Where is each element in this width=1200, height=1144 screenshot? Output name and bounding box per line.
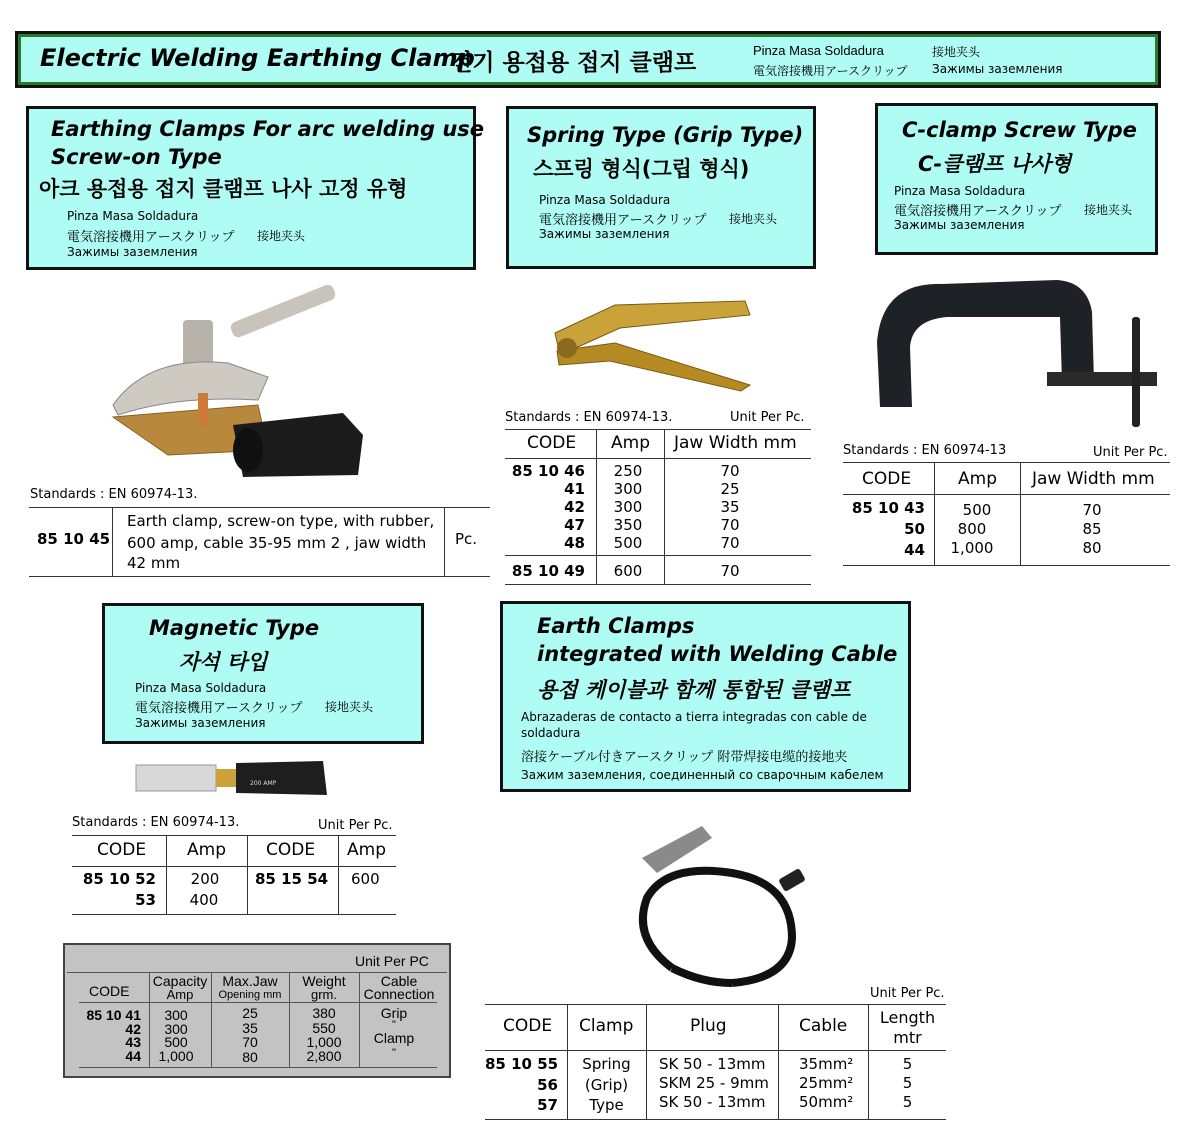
- integrated-col-plug: Plug: [690, 1016, 727, 1036]
- cclamp-code-cell: 44: [904, 541, 925, 559]
- screw-title-2: Screw-on Type: [51, 145, 222, 169]
- spring-table-rule: [505, 429, 811, 430]
- integrated-plug-cell: SK 50 - 13mm: [659, 1055, 766, 1073]
- gray-connection-cell: Clamp: [373, 1030, 415, 1046]
- spring-code-cell: 48: [564, 534, 585, 552]
- spring-code-cell: 42: [564, 498, 585, 516]
- gray-jaw-cell: 80: [242, 1049, 258, 1065]
- magnetic-table-rule: [72, 866, 396, 867]
- cclamp-col-code: CODE: [862, 469, 912, 489]
- gray-code-cell: 85 10 41: [86, 1007, 141, 1023]
- magnetic-title-ko: 자석 타입: [179, 650, 268, 674]
- integrated-ru: Зажим заземления, соединенный со сварочным кабелем: [521, 768, 884, 782]
- screw-title-1: Earthing Clamps For arc welding use: [51, 117, 485, 141]
- spring-amp-cell: 350: [613, 516, 643, 534]
- spring-amp-cell: 300: [613, 498, 643, 516]
- spring-unit: Unit Per Pc.: [730, 410, 805, 425]
- screw-ja: 電気溶接機用アースクリップ: [67, 230, 235, 245]
- integrated-es-2: soldadura: [521, 726, 581, 740]
- magnetic-zh: 接地夹头: [325, 700, 374, 714]
- magnetic-clamp-image: [133, 757, 329, 799]
- magnetic-unit: Unit Per Pc.: [318, 818, 393, 833]
- spring-table-divider: [664, 429, 665, 585]
- integrated-type-box: [500, 601, 911, 792]
- magnetic-code-cell: 85 10 52: [82, 870, 156, 888]
- integrated-code-cell: 57: [537, 1096, 558, 1114]
- gray-col-weight: Weight: [302, 973, 346, 989]
- cclamp-amp-cell: 500: [962, 501, 992, 519]
- cclamp-ru: Зажимы заземления: [894, 218, 1025, 232]
- integrated-es-1: Abrazaderas de contacto a tierra integradas con cable de: [521, 710, 867, 724]
- cclamp-table-rule: [843, 462, 1170, 463]
- screw-desc-3: 42 mm: [127, 554, 181, 572]
- cclamp-table-divider: [1020, 462, 1021, 566]
- header-title-ko: 전기 용접용 접지 클램프: [450, 50, 697, 76]
- cclamp-col-amp: Amp: [958, 469, 997, 489]
- gray-weight-cell: 2,800: [306, 1048, 342, 1064]
- cclamp-table-rule: [843, 494, 1170, 495]
- integrated-plug-cell: SKM 25 - 9mm: [659, 1074, 769, 1092]
- integrated-table-rule: [485, 1004, 946, 1005]
- gray-spec-table: [63, 943, 451, 1078]
- cclamp-amp-cell: 800: [957, 520, 987, 538]
- magnetic-amp-cell: 200: [190, 870, 220, 888]
- integrated-unit: Unit Per Pc.: [870, 986, 945, 1001]
- magnetic-table-divider: [247, 835, 248, 915]
- cclamp-image: [862, 272, 1172, 432]
- screw-type-box: [26, 106, 485, 270]
- integrated-clamp-cell: (Grip): [584, 1076, 629, 1094]
- integrated-col-length-unit: mtr: [893, 1028, 922, 1047]
- integrated-table-divider: [646, 1004, 647, 1120]
- spring-title-ko: 스프링 형식(그립 형식): [533, 157, 750, 181]
- header-title-ru: Зажимы заземления: [932, 62, 1063, 76]
- spring-table-rule: [505, 458, 811, 459]
- spring-col-code: CODE: [527, 433, 577, 453]
- spring-col-amp: Amp: [611, 433, 650, 453]
- magnetic-type-box: [102, 603, 424, 744]
- integrated-col-code: CODE: [503, 1016, 553, 1036]
- gray-code-cell: 43: [125, 1034, 141, 1050]
- magnetic-table-divider: [338, 835, 339, 915]
- cclamp-amp-cell: 1,000: [950, 539, 994, 557]
- spring-jaw-cell: 70: [720, 516, 740, 534]
- integrated-length-cell: 5: [902, 1055, 913, 1073]
- screw-table-divider: [444, 507, 445, 577]
- magnetic-table-rule: [72, 835, 396, 836]
- integrated-code-cell: 85 10 55: [485, 1055, 559, 1073]
- gray-col-connection: Cable: [380, 973, 418, 989]
- header-title-es: Pinza Masa Soldadura: [753, 43, 884, 58]
- spring-table-rule: [505, 555, 811, 556]
- gray-table-rule: [79, 1002, 437, 1003]
- integrated-length-cell: 5: [902, 1093, 913, 1111]
- gray-col-jaw-unit: Opening mm: [218, 989, 282, 1001]
- magnetic-product-label: 200 AMP: [250, 780, 277, 787]
- magnetic-amp-cell: 400: [189, 891, 219, 909]
- spring-ja: 電気溶接機用アースクリップ: [539, 213, 707, 228]
- cclamp-code-cell: 85 10 43: [851, 499, 925, 517]
- integrated-col-cable: Cable: [799, 1016, 848, 1036]
- spring-type-box: [506, 106, 816, 269]
- gray-col-capacity: Capacity: [152, 973, 208, 989]
- cclamp-ja: 電気溶接機用アースクリップ: [894, 204, 1062, 219]
- spring-col-jaw: Jaw Width mm: [674, 433, 797, 453]
- spring-amp-cell: 250: [613, 462, 643, 480]
- gray-cap-cell: 1,000: [158, 1048, 194, 1064]
- spring-jaw-cell: 25: [720, 480, 740, 498]
- cclamp-jaw-cell: 85: [1082, 520, 1102, 538]
- cclamp-unit: Unit Per Pc.: [1093, 445, 1168, 460]
- integrated-length-cell: 5: [902, 1074, 913, 1092]
- integrated-ja-zh: 溶接ケーブル付きアースクリップ 附带焊接电缆的接地夹: [521, 750, 848, 765]
- spring-amp-cell: 600: [613, 562, 643, 580]
- integrated-title-2: integrated with Welding Cable: [537, 642, 898, 666]
- cclamp-table-divider: [934, 462, 935, 566]
- integrated-table-divider: [778, 1004, 779, 1120]
- gray-col-capacity-unit: Amp: [166, 987, 194, 1002]
- screw-title-ko: 아크 용접용 접지 클램프 나사 고정 유형: [39, 177, 408, 201]
- integrated-title-ko: 용접 케이블과 함께 통합된 클램프: [537, 678, 851, 702]
- gray-unit: Unit Per PC: [355, 953, 429, 969]
- spring-title: Spring Type (Grip Type): [527, 123, 804, 147]
- page-header: [15, 31, 1161, 88]
- integrated-clamp-cell: Type: [589, 1096, 624, 1114]
- magnetic-table-divider: [166, 835, 167, 915]
- gray-cap-cell: 300: [164, 1021, 188, 1037]
- integrated-col-length: Length: [879, 1008, 936, 1027]
- cclamp-title: C-clamp Screw Type: [902, 118, 1137, 142]
- spring-jaw-cell: 35: [720, 498, 740, 516]
- cclamp-title-ko: C-클램프 나사형: [918, 152, 1072, 176]
- gray-cap-cell: 300: [164, 1007, 188, 1023]
- spring-zh: 接地夹头: [729, 212, 778, 226]
- gray-jaw-cell: 35: [242, 1020, 258, 1036]
- spring-ru: Зажимы заземления: [539, 227, 670, 241]
- cclamp-standards: Standards : EN 60974-13: [843, 443, 1007, 458]
- gray-code-cell: 42: [125, 1021, 141, 1037]
- gray-weight-cell: 1,000: [306, 1034, 342, 1050]
- integrated-cable-cell: 25mm²: [799, 1074, 854, 1092]
- magnetic-es: Pinza Masa Soldadura: [135, 681, 267, 695]
- header-title-ja: 電気溶接機用アースクリップ: [753, 64, 908, 78]
- gray-col-code: CODE: [89, 983, 130, 999]
- screw-unit: Pc.: [455, 530, 478, 548]
- magnetic-col-amp: Amp: [187, 840, 226, 860]
- screw-es: Pinza Masa Soldadura: [67, 209, 199, 223]
- spring-clamp-image: [545, 293, 757, 393]
- magnetic-col-amp-2: Amp: [347, 840, 386, 860]
- cclamp-jaw-cell: 80: [1082, 539, 1102, 557]
- spring-code-cell: 41: [564, 480, 585, 498]
- screw-standards: Standards : EN 60974-13.: [30, 487, 198, 502]
- magnetic-code-cell-2: 85 15 54: [255, 870, 329, 888]
- screw-clamp-image: [108, 285, 370, 480]
- spring-code-cell: 85 10 49: [511, 562, 585, 580]
- screw-ru: Зажимы заземления: [67, 245, 198, 259]
- integrated-plug-cell: SK 50 - 13mm: [659, 1093, 766, 1111]
- magnetic-col-code: CODE: [97, 840, 147, 860]
- cclamp-es: Pinza Masa Soldadura: [894, 184, 1026, 198]
- gray-table-rule: [79, 1067, 437, 1068]
- spring-standards: Standards : EN 60974-13.: [505, 410, 673, 425]
- screw-table-top-rule: [29, 507, 490, 508]
- magnetic-ru: Зажимы заземления: [135, 716, 266, 730]
- spring-amp-cell: 500: [613, 534, 643, 552]
- gray-col-connection-2: Connection: [363, 986, 435, 1002]
- gray-connection-cell: ": [392, 1047, 396, 1059]
- gray-weight-cell: 380: [312, 1005, 336, 1021]
- integrated-clamp-cell: Spring: [582, 1055, 631, 1073]
- integrated-code-cell: 56: [537, 1076, 558, 1094]
- cclamp-zh: 接地夹头: [1084, 203, 1133, 217]
- cclamp-col-jaw: Jaw Width mm: [1032, 469, 1155, 489]
- integrated-cable-cell: 50mm²: [799, 1093, 854, 1111]
- magnetic-amp-cell-2: 600: [351, 870, 380, 888]
- cclamp-type-box: [875, 103, 1158, 255]
- integrated-col-clamp: Clamp: [579, 1016, 634, 1036]
- magnetic-ja: 電気溶接機用アースクリップ: [135, 701, 303, 716]
- cclamp-table-rule: [843, 565, 1170, 566]
- magnetic-col-code-2: CODE: [266, 840, 316, 860]
- integrated-cable-cell: 35mm²: [799, 1055, 854, 1073]
- magnetic-table-rule: [72, 914, 396, 915]
- gray-col-weight-unit: grm.: [311, 987, 337, 1002]
- screw-zh: 接地夹头: [257, 229, 306, 243]
- integrated-title-1: Earth Clamps: [537, 614, 695, 638]
- spring-table-divider: [596, 429, 597, 585]
- header-title-zh: 接地夹头: [932, 45, 981, 59]
- gray-col-jaw: Max.Jaw: [222, 973, 278, 989]
- gray-jaw-cell: 70: [242, 1034, 258, 1050]
- spring-amp-cell: 300: [613, 480, 643, 498]
- integrated-table-rule: [485, 1050, 946, 1051]
- gray-cap-cell: 500: [164, 1034, 188, 1050]
- magnetic-code-cell: 53: [135, 891, 156, 909]
- gray-connection-cell: Grip: [380, 1005, 408, 1021]
- cclamp-jaw-cell: 70: [1082, 501, 1102, 519]
- screw-code: 85 10 45: [37, 530, 111, 548]
- screw-table-bottom-rule: [29, 576, 490, 577]
- magnetic-title: Magnetic Type: [149, 616, 320, 640]
- gray-connection-cell: ": [392, 1019, 396, 1031]
- spring-table-rule: [505, 584, 811, 585]
- screw-desc-2: 600 amp, cable 35-95 mm 2 , jaw width: [127, 534, 427, 552]
- spring-jaw-cell: 70: [720, 562, 740, 580]
- gray-weight-cell: 550: [312, 1020, 336, 1036]
- spring-jaw-cell: 70: [720, 534, 740, 552]
- integrated-table-rule: [485, 1119, 946, 1120]
- spring-code-cell: 47: [564, 516, 585, 534]
- header-title-en: Electric Welding Earthing Clamp: [40, 44, 475, 72]
- spring-jaw-cell: 70: [720, 462, 740, 480]
- integrated-cable-image: [612, 818, 822, 988]
- gray-jaw-cell: 25: [242, 1005, 258, 1021]
- screw-table-divider: [112, 507, 113, 577]
- spring-es: Pinza Masa Soldadura: [539, 193, 671, 207]
- spring-code-cell: 85 10 46: [511, 462, 585, 480]
- cclamp-code-cell: 50: [904, 520, 925, 538]
- screw-desc-1: Earth clamp, screw-on type, with rubber,: [127, 512, 435, 530]
- gray-code-cell: 44: [125, 1048, 141, 1064]
- magnetic-standards: Standards : EN 60974-13.: [72, 815, 240, 830]
